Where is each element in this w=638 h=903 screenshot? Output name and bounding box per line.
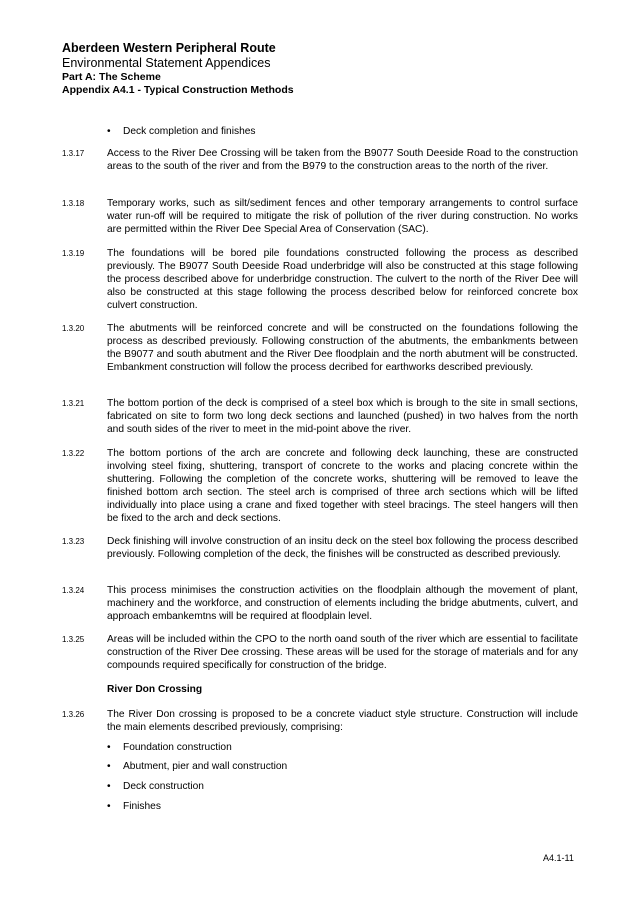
paragraph-text: The foundations will be bored pile foundations constructed following the process as described previously. The B9077 South Deeside Road underbridge will also be constructed at this stage following the process described above for underbridge construction. The culvert to the north of the River Dee will also be constructed at this stage following the process described below for reinforced concrete box culvert construction. [107, 248, 578, 311]
section-heading: River Don Crossing [107, 684, 203, 695]
bullet-icon: • [107, 761, 111, 772]
document-subtitle: Environmental Statement Appendices [62, 56, 271, 70]
paragraph-number: 1.3.24 [62, 586, 85, 595]
document-title: Aberdeen Western Peripheral Route [62, 41, 276, 55]
bullet-icon: • [107, 801, 111, 812]
paragraph-text: The bottom portion of the deck is comprised of a steel box which is brough to the site in small sections, fabricated on site to form two long deck sections and launched (pushed) in two halves from the north and south sides of the river to meet in the mid-point above the river. [107, 398, 578, 435]
paragraph-text: The River Don crossing is proposed to be a concrete viaduct style structure. Construction will include the main elements described previously, comprising: [107, 709, 578, 733]
paragraph-number: 1.3.17 [62, 149, 85, 158]
paragraph-text: Access to the River Dee Crossing will be taken from the B9077 South Deeside Road to the construction areas to the south of the river and from the B979 to the construction areas to the north of the river. [107, 148, 578, 172]
page-number: A4.1-11 [543, 853, 574, 863]
paragraph-text: The bottom portions of the arch are concrete and following deck launching, these are constructed involving steel fixing, shuttering, transport of concrete to the works and placing concrete within the shuttering. Following the completion of the concrete works, shuttering will be removed to leave the finished bottom arch section. The steel arch is comprised of three arch sections which will be lifted individually into place using a crane and fixed together with steel bracings. The steel hangers will then be fixed to the arch and deck sections. [107, 448, 578, 524]
paragraph-number: 1.3.18 [62, 199, 85, 208]
bullet-text: Abutment, pier and wall construction [123, 761, 288, 772]
part-label: Part A: The Scheme [62, 71, 161, 83]
bullet-text: Finishes [123, 801, 161, 812]
paragraph-text: Areas will be included within the CPO to the north oand south of the river which are essential to facilitate construction of the River Dee crossing. These areas will be used for the storage of materials and for any compounds required specifically for construction of the bridge. [107, 634, 578, 671]
paragraph-text: This process minimises the construction activities on the floodplain although the movement of plant, machinery and the workforce, and construction of elements including the bridge abutments, culvert, and approach embankemtns will be required at floodplain level. [107, 585, 578, 622]
paragraph-text: Temporary works, such as silt/sediment fences and other temporary arrangements to control surface water run-off will be required to mitigate the risk of pollution of the river during construction. No works are permitted within the River Dee Special Area of Conservation (SAC). [107, 198, 578, 235]
document-header [62, 41, 294, 97]
paragraph-number: 1.3.19 [62, 249, 85, 258]
paragraph-number: 1.3.20 [62, 324, 85, 333]
bullet-icon: • [107, 126, 111, 137]
paragraph-number: 1.3.23 [62, 537, 85, 546]
appendix-label: Appendix A4.1 - Typical Construction Methods [62, 84, 294, 96]
paragraph-text: The abutments will be reinforced concrete and will be constructed on the foundations following the process as described previously. Following construction of the abutments, the embankments between the B9077 and south abutment and the River Dee floodplain and the north abutment will be constructed. Embankment construction will follow the process decribed for earthworks described previously. [107, 323, 578, 373]
bullet-icon: • [107, 781, 111, 792]
bullet-icon: • [107, 742, 111, 753]
paragraph-number: 1.3.25 [62, 635, 85, 644]
bullet-text: Foundation construction [123, 742, 232, 753]
paragraph-number: 1.3.21 [62, 399, 85, 408]
bullet-text: Deck completion and finishes [123, 126, 256, 137]
paragraph-number: 1.3.26 [62, 710, 85, 719]
bullet-text: Deck construction [123, 781, 204, 792]
paragraph-number: 1.3.22 [62, 449, 85, 458]
paragraph-text: Deck finishing will involve construction of an insitu deck on the steel box following the process described previously. Following completion of the deck, the finishes will be constructed as described previously. [107, 536, 578, 560]
